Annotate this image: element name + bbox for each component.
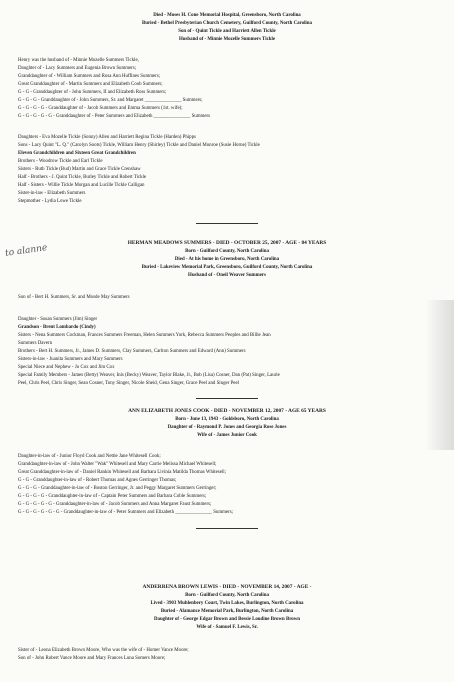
survivors-line: Daughter - Susan Summers (Jim) Singer bbox=[18, 317, 98, 322]
genealogy-line: G - G - Granddaughter of - John Summers, II and Elizabeth Ross Summers; bbox=[18, 90, 167, 95]
cook-daughter-of-line: Daughter of - Raymond P. Jones and Georgia Rose Jones bbox=[167, 425, 287, 430]
survivors-line: Summers Davern bbox=[18, 341, 53, 346]
genealogy-line: G - G - G - Granddaughter-in-law of - Boston Gerringer, Jr. and Peggy Margaret Summers Gerringer; bbox=[18, 486, 217, 491]
tickle-son-of-line: Son of - Quint Tickle and Harriett Allen Tickle bbox=[178, 29, 276, 34]
genealogy-line: Granddaughter-in-law of - John Walter "Wak" Whitesell and Mary Carrie Melissa Michael Whitesell; bbox=[18, 462, 217, 467]
genealogy-line: Granddaughter of - William Summers and Rosa Ann Huffines Summers; bbox=[18, 74, 161, 79]
genealogy-line: Daughter-in-law of - Junior Floyd Cook and Nettie Jane Whitesell Cook; bbox=[18, 454, 161, 459]
summers-son-of-line: Son of - Bert H. Summers, Sr. and Mosde May Summers bbox=[18, 295, 130, 300]
survivors-line: Brothers - Woodrow Tickle and Earl Tickle bbox=[18, 159, 103, 164]
summers-buried-line: Buried - Lakeview Memorial Park, Greensboro, Guilford County, North Carolina bbox=[141, 265, 313, 270]
survivors-line: Sister-in-law - Elizabeth Summers bbox=[18, 191, 86, 196]
survivors-line: Grandson - Brent Lombardo (Cindy) bbox=[18, 325, 96, 330]
obituary-heading: HERMAN MEADOWS SUMMERS - DIED - OCTOBER 25, 2007 - AGE - 84 YEARS bbox=[127, 240, 327, 246]
tickle-husband-of-line: Husband of - Minnie Mozelle Summers Tickle bbox=[178, 37, 275, 42]
survivors-line: Special Niece and Nephew - Jo Cox and Jim Cox bbox=[18, 365, 115, 370]
genealogy-line: Sister of - Leona Elizabeth Brown Moore, Who was the wife of - Homer Vance Moore; bbox=[18, 648, 189, 653]
lewis-wife-of-line: Wife of - Samuel F. Lewis, Sr. bbox=[196, 625, 258, 630]
survivors-line: Peel, Chris Peel, Chris Singer, Sean Cosner, Tony Singer, Nicole Sheid, Gena Singer, Grace Peel and Singer Peel bbox=[18, 381, 239, 386]
survivors-line: Half - Sisters - Willie Tickle Morgan and Lucille Tickle Calligan bbox=[18, 183, 145, 188]
section-divider bbox=[196, 398, 258, 399]
survivors-line: Eleven Grandchildren and Sixteen Great Grandchildren bbox=[18, 151, 136, 156]
lewis-lived-line: Lived - 3903 Muhlenbery Court, Twin Lakes, Burlington, North Carolina bbox=[150, 601, 304, 606]
survivors-line: Half - Brothers - J. Quint Tickle, Burley Tickle and Robert Tickle bbox=[18, 175, 147, 180]
survivors-line: Brothers - Bert H. Summers, Jr., James D. Summers, Clay Summers, Carlton Summers and Edward (Ann) Summers bbox=[18, 349, 246, 354]
survivors-line: Stepmother - Lydia Lowe Tickle bbox=[18, 199, 82, 204]
survivors-line: Sisters - Ruth Tickle (Bud) Martin and Grace Tickle Crenshaw bbox=[18, 167, 141, 172]
genealogy-line: Daughter of - Lacy Summers and Eugenia Brown Summers; bbox=[18, 66, 137, 71]
genealogy-line: G - G - G - G - Granddaughter of - Jacob Summers and Emma Summers (1st. wife); bbox=[18, 106, 183, 111]
summers-died-line: Died - At his home in Greensboro, North Carolina bbox=[174, 257, 280, 262]
survivors-line: Sons - Lacy Quint "L. Q." (Carolyn Soots) Tickle, William Henry (Shirley) Tickle and Daniel Monroe (Susie Horne) Tickle bbox=[18, 143, 260, 148]
survivors-line: Sisters - Nena Summers Cockman, Frances Summers Freeman, Helen Summers York, Rebecca Summers Peoples and Billie Jean bbox=[18, 333, 271, 338]
section-divider bbox=[196, 223, 258, 224]
genealogy-line: G - G - G - G - G - Granddaughter of - Peter Summers and Elizabeth _______________ Summers bbox=[18, 114, 211, 119]
survivors-line: Daughters - Eva Mozelle Tickle (Sonny) Allen and Harriett Regina Tickle (Harden) Phipps bbox=[18, 135, 196, 140]
genealogy-line: G - G - G - G - G - G - Granddaughter-in-law of - Peter Summers and Elizabeth _______________ Summers; bbox=[18, 510, 234, 515]
summers-husband-line: Husband of - Oneil Weaver Summers bbox=[188, 273, 266, 278]
section-divider bbox=[196, 528, 258, 529]
summers-born-line: Born - Guilford County, North Carolina bbox=[185, 249, 269, 254]
obituary-heading: ANDERRENA BROWN LEWIS - DIED - NOVEMBER 14, 2007 - AGE - bbox=[142, 584, 312, 590]
cook-born-line: Born - June 13, 1943 - Goldsboro, North Carolina bbox=[175, 417, 279, 422]
scan-shadow bbox=[425, 300, 454, 450]
lewis-born-line: Born - Guilford County, North Carolina bbox=[185, 593, 269, 598]
genealogy-line: G - G - G - G - Granddaughter-in-law of - Captain Peter Summers and Barbara Coble Summers; bbox=[18, 494, 207, 499]
genealogy-line: Great Granddaughter-in-law of - Daniel Rankin Whitesell and Barbara Livinia Matilda Thomas Whitesell; bbox=[18, 470, 226, 475]
genealogy-line: G - G - Granddaughter-in-law of - Robert Thomas and Agnes Gerringer Thomas; bbox=[18, 478, 177, 483]
genealogy-line: G - G - G - G - G - Granddaughter-in-law of - Jacob Summers and Anna Margaret Faust Summers; bbox=[18, 502, 212, 507]
lewis-buried-line: Buried - Alamance Memorial Park, Burlington, North Carolina bbox=[160, 609, 294, 614]
tickle-buried-line: Buried - Bethel Presbyterian Church Cemetery, Guilford County, North Carolina bbox=[142, 21, 312, 26]
survivors-line: Sisters-in-law - Juanita Summers and Mary Summers bbox=[18, 357, 123, 362]
genealogy-line: Henry was the husband of - Minnie Mozelle Summers Tickle, bbox=[18, 58, 139, 63]
genealogy-line: G - G - G - Granddaughter of - John Summers, Sr. and Margaret _______________ Summers; bbox=[18, 98, 203, 103]
genealogy-line: Great Granddaughter of - Martin Summers and Elizabeth Coob Summers; bbox=[18, 82, 163, 87]
genealogy-line: Son of - John Robert Vance Moore and Mary Frances Luna Somers Moore; bbox=[18, 656, 166, 661]
handwritten-margin-note: to alanne bbox=[4, 243, 48, 259]
cook-wife-of-line: Wife of - James Junior Cook bbox=[197, 433, 257, 438]
survivors-line: Special Family Members - James (Betty) Weaver, Inis (Becky) Weaver, Taylor Blake, Jr., Bob (Lisa) Cosner, Dan (Pat) Singer, Laurie bbox=[18, 373, 280, 378]
lewis-daughter-of-line: Daughter of - George Edgar Brown and Bessie Loudine Brown Brown bbox=[153, 617, 300, 622]
tickle-died-line: Died - Moses H. Cone Memorial Hospital, Greensboro, North Carolina bbox=[153, 13, 301, 18]
obituary-heading: ANN ELIZABETH JONES COOK - DIED - NOVEMBER 12, 2007 - AGE 65 YEARS bbox=[128, 408, 326, 414]
